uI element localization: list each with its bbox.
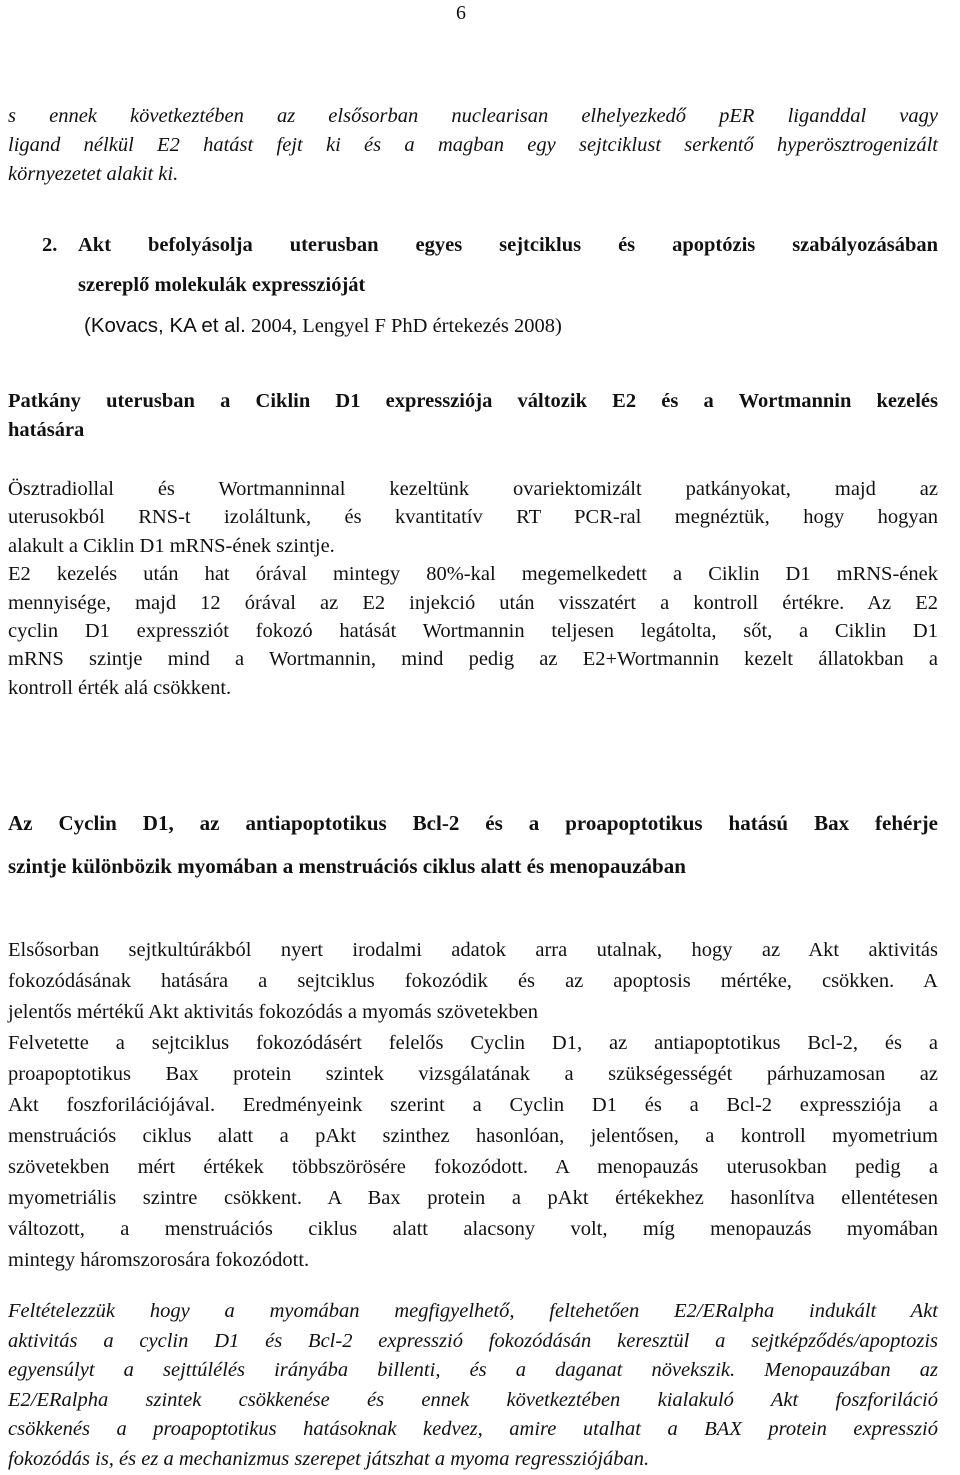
heading-line: szintje különbözik myomában a menstruációs ciklus alatt és menopauzában	[8, 854, 686, 878]
section-number: 2.	[42, 234, 58, 256]
text-line: alakult a Ciklin D1 mRNS-ének szintje.	[8, 534, 335, 557]
text-line: szövetekben mért értékek többszörösére fokozódott. A menopauzás uterusokban pedig a	[8, 1156, 938, 1178]
text-line: E2 kezelés után hat órával mintegy 80%-kal megemelkedett a Ciklin D1 mRNS-ének	[8, 563, 938, 586]
text-line: mRNS szintje mind a Wortmannin, mind pedig az E2+Wortmannin kezelt állatokban a	[8, 648, 938, 671]
reference-sources: 2004, Lengyel F PhD értekezés 2008)	[245, 315, 562, 337]
text-line: menstruációs ciklus alatt a pAkt szinthez hasonlóan, jelentősen, a kontroll myometrium	[8, 1125, 938, 1147]
text-line: Feltételezzük hogy a myomában megfigyelhető, feltehetően E2/ERalpha indukált Akt	[8, 1300, 938, 1322]
text-line: ligand nélkül E2 hatást fejt ki és a magban egy sejtciklust serkentő hyperösztrogenizált	[8, 134, 938, 156]
results-paragraph-rat	[8, 475, 938, 702]
text-line: myometriális szintre csökkent. A Bax protein a pAkt értékekhez hasonlítva ellentétesen	[8, 1187, 938, 1209]
text-line: E2/ERalpha szintek csökkenése és ennek következtében kialakuló Akt foszforiláció	[8, 1388, 938, 1411]
section-2-reference	[84, 311, 960, 341]
text-line: mintegy háromszorosára fokozódott.	[8, 1249, 310, 1271]
intro-paragraph	[8, 102, 938, 189]
heading-line: Az Cyclin D1, az antiapoptotikus Bcl-2 és a proapoptotikus hatású Bax fehérje	[8, 811, 938, 835]
text-line: Felvetette a sejtciklus fokozódásért felelős Cyclin D1, az antiapoptotikus Bcl-2, és a	[8, 1032, 938, 1054]
text-line: változott, a menstruációs ciklus alatt alacsony volt, míg menopauzás myomában	[8, 1218, 938, 1240]
reference-authors: (Kovacs, KA et al.	[84, 314, 246, 337]
section-title-line: Akt befolyásolja uterusban egyes sejtciklus és apoptózis szabályozásában	[78, 234, 938, 256]
subheading-cyclin-d1-rat	[8, 387, 938, 445]
text-line: aktivitás a cyclin D1 és Bcl-2 expresszió fokozódásán keresztül a sejtképződés/apoptozis	[8, 1329, 938, 1352]
text-line: környezetet alakit ki.	[8, 163, 179, 185]
text-line: kontroll érték alá csökkent.	[8, 676, 232, 699]
subheading-myoma	[8, 802, 938, 888]
section-2-heading	[42, 225, 938, 305]
text-line: jelentős mértékű Akt aktivitás fokozódás a myomás szövetekben	[8, 1001, 539, 1023]
text-line: Akt foszforilációjával. Eredményeink szerint a Cyclin D1 és a Bcl-2 expressziója a	[8, 1094, 938, 1116]
text-line: s ennek következtében az elsősorban nuclearisan elhelyezkedő pER liganddal vagy	[8, 105, 938, 127]
section-title-line: szereplő molekulák expresszióját	[78, 274, 366, 296]
heading-line: Patkány uterusban a Ciklin D1 expressziója változik E2 és a Wortmannin kezelés	[8, 390, 938, 412]
results-paragraph-myoma	[8, 935, 938, 1276]
text-line: Ösztradiollal és Wortmanninnal kezeltünk ovariektomizált patkányokat, majd az	[8, 478, 938, 500]
text-line: fokozódásának hatására a sejtciklus fokozódik és az apoptosis mértéke, csökken. A	[8, 970, 938, 992]
text-line: cyclin D1 expressziót fokozó hatását Wortmannin teljesen legátolta, sőt, a Ciklin D1	[8, 620, 938, 643]
hypothesis-paragraph	[8, 1297, 938, 1475]
text-line: egyensúlyt a sejttúlélés irányába billenti, és a daganat növekszik. Menopauzában az	[8, 1359, 938, 1382]
text-line: uterusokból RNS-t izoláltunk, és kvantitatív RT PCR-ral megnéztük, hogy hogyan	[8, 506, 938, 529]
text-line: Elsősorban sejtkultúrákból nyert irodalmi adatok arra utalnak, hogy az Akt aktivitás	[8, 939, 938, 961]
text-line: mennyisége, majd 12 órával az E2 injekció után visszatért a kontroll értékre. Az E2	[8, 591, 938, 614]
page-number: 6	[456, 2, 466, 24]
text-line: fokozódás is, és ez a mechanizmus szerepet játszhat a myoma regressziójában.	[8, 1447, 650, 1470]
heading-line: hatására	[8, 419, 85, 441]
text-line: csökkenés a proapoptotikus hatásoknak kedvez, amire utalhat a BAX protein expresszió	[8, 1418, 938, 1441]
text-line: proapoptotikus Bax protein szintek vizsgálatának a szükségességét párhuzamosan az	[8, 1063, 938, 1085]
